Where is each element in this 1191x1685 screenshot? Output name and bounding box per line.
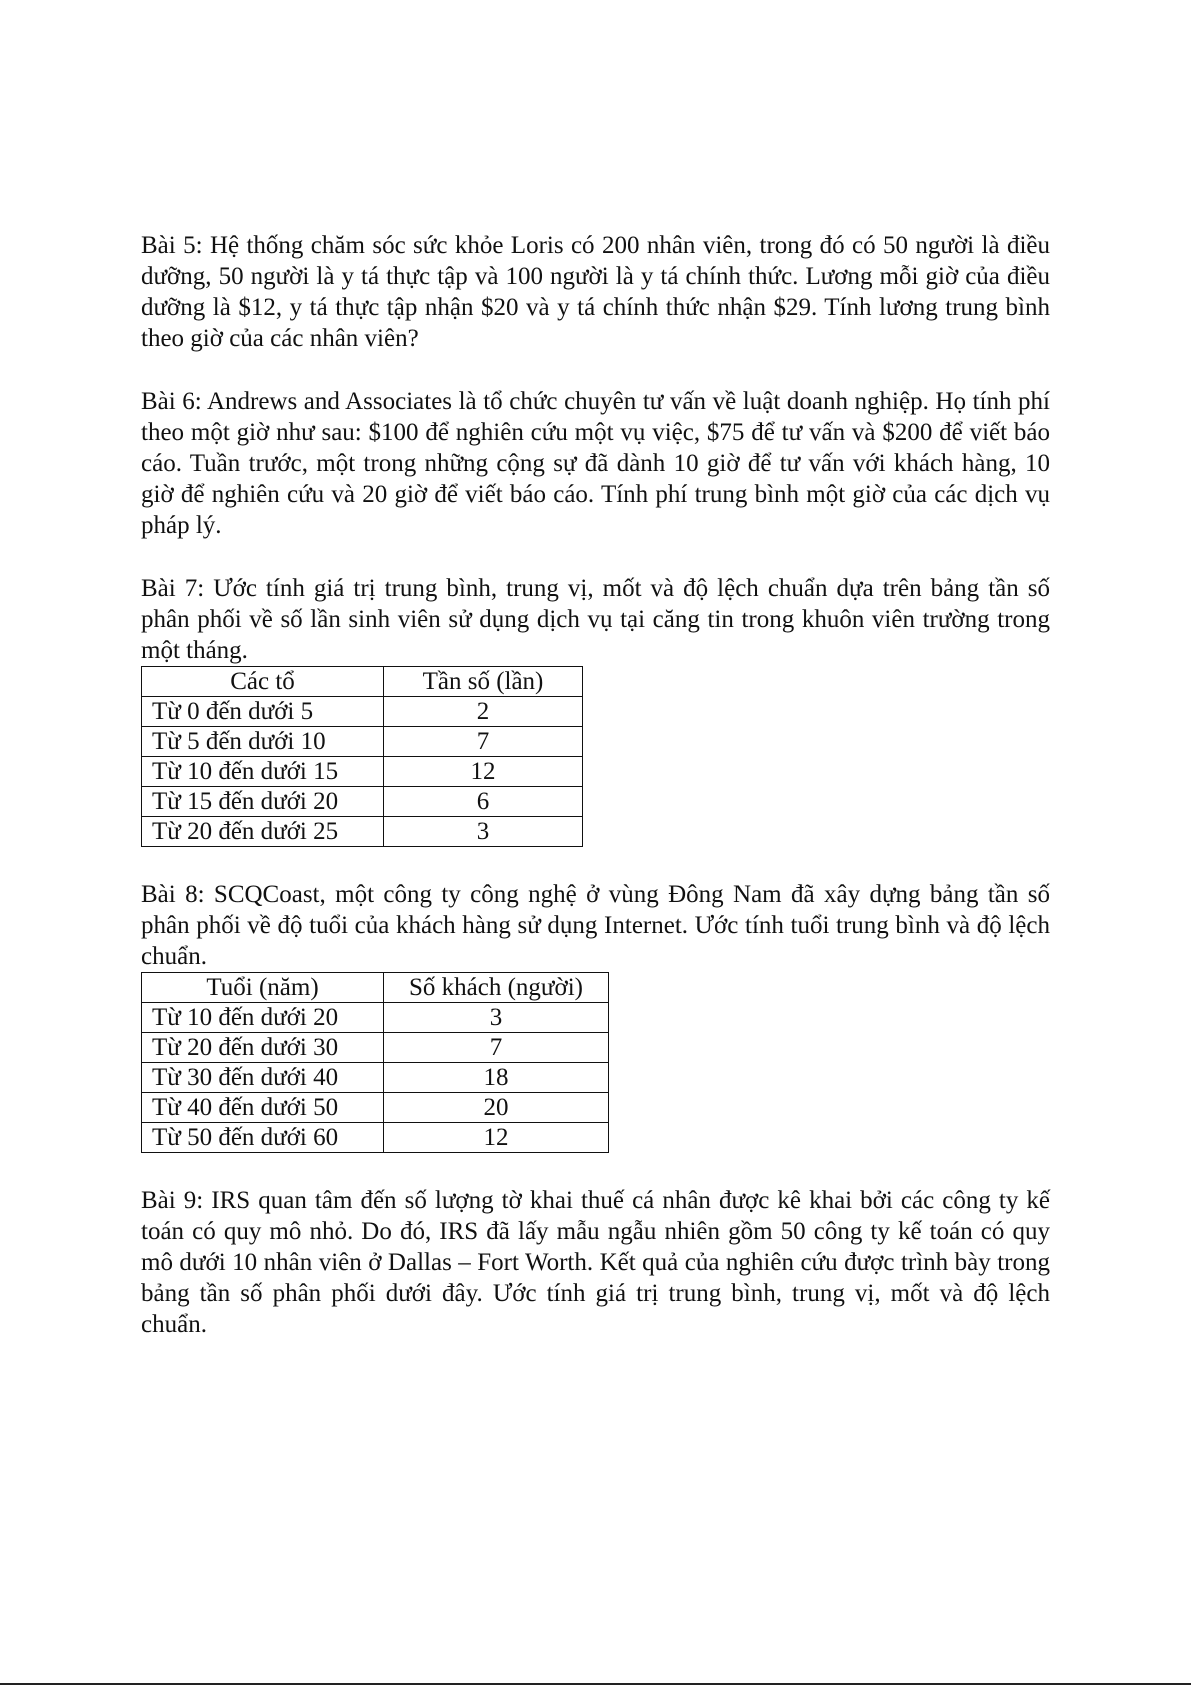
table-cell: Từ 50 đến dưới 60 [142, 1123, 384, 1153]
table-cell: Từ 20 đến dưới 25 [142, 817, 384, 847]
table-cell: Từ 20 đến dưới 30 [142, 1033, 384, 1063]
table-header-cell: Tuổi (năm) [142, 973, 384, 1003]
table-cell: 7 [384, 1033, 609, 1063]
table-cell: 12 [384, 757, 583, 787]
table-row [142, 1063, 609, 1093]
document-page [141, 230, 1050, 1340]
table-row [142, 817, 583, 847]
exercise-8-text: Bài 8: SCQCoast, một công ty công nghệ ở vùng Đông Nam đã xây dựng bảng tần số phân phối về độ tuổi của khách hàng sử dụng Internet. Ước tính tuổi trung bình và độ lệch chuẩn. [141, 881, 1050, 970]
table-header-cell: Số khách (người) [384, 973, 609, 1003]
exercise-8-frequency-table [141, 972, 609, 1153]
table-cell: Từ 10 đến dưới 20 [142, 1003, 384, 1033]
exercise-6-text: Bài 6: Andrews and Associates là tổ chức chuyên tư vấn về luật doanh nghiệp. Họ tính phí theo một giờ như sau: $100 để nghiên cứu một vụ việc, $75 để tư vấn và $200 để viết báo cáo. Tuần trước, một trong những cộng sự đã dành 10 giờ để tư vấn với khách hàng, 10 giờ để nghiên cứu và 20 giờ để viết báo cáo. Tính phí trung bình một giờ của các dịch vụ pháp lý. [141, 388, 1050, 539]
table-row [142, 727, 583, 757]
table-header-row [142, 973, 609, 1003]
table-row [142, 757, 583, 787]
table-row [142, 1123, 609, 1153]
table-row [142, 697, 583, 727]
table-header-cell: Tần số (lần) [384, 667, 583, 697]
table-cell: Từ 40 đến dưới 50 [142, 1093, 384, 1123]
table-cell: 12 [384, 1123, 609, 1153]
table-row [142, 1003, 609, 1033]
table-cell: 6 [384, 787, 583, 817]
table-header-row [142, 667, 583, 697]
table-row [142, 1033, 609, 1063]
table-cell: 7 [384, 727, 583, 757]
table-cell: 2 [384, 697, 583, 727]
table-cell: Từ 10 đến dưới 15 [142, 757, 384, 787]
table-cell: 3 [384, 817, 583, 847]
table-cell: Từ 15 đến dưới 20 [142, 787, 384, 817]
table-row [142, 1093, 609, 1123]
exercise-5-text: Bài 5: Hệ thống chăm sóc sức khỏe Loris có 200 nhân viên, trong đó có 50 người là điều dưỡng, 50 người là y tá thực tập và 100 người là y tá chính thức. Lương mỗi giờ của điều dưỡng là $12, y tá thực tập nhận $20 và y tá chính thức nhận $29. Tính lương trung bình theo giờ của các nhân viên? [141, 232, 1050, 352]
table-cell: 3 [384, 1003, 609, 1033]
table-row [142, 787, 583, 817]
exercise-9-text: Bài 9: IRS quan tâm đến số lượng tờ khai thuế cá nhân được kê khai bởi các công ty kế toán có quy mô nhỏ. Do đó, IRS đã lấy mẫu ngẫu nhiên gồm 50 công ty kế toán có quy mô dưới 10 nhân viên ở Dallas – Fort Worth. Kết quả của nghiên cứu được trình bày trong bảng tần số phân phối dưới đây. Ước tính giá trị trung bình, trung vị, mốt và độ lệch chuẩn. [141, 1187, 1050, 1338]
table-cell: 20 [384, 1093, 609, 1123]
table-cell: 18 [384, 1063, 609, 1093]
table-cell: Từ 30 đến dưới 40 [142, 1063, 384, 1093]
table-cell: Từ 0 đến dưới 5 [142, 697, 384, 727]
table-cell: Từ 5 đến dưới 10 [142, 727, 384, 757]
table-header-cell: Các tổ [142, 667, 384, 697]
exercise-7-text: Bài 7: Ước tính giá trị trung bình, trung vị, mốt và độ lệch chuẩn dựa trên bảng tần số phân phối về số lần sinh viên sử dụng dịch vụ tại căng tin trong khuôn viên trường trong một tháng. [141, 575, 1050, 664]
exercise-7-frequency-table [141, 666, 583, 847]
